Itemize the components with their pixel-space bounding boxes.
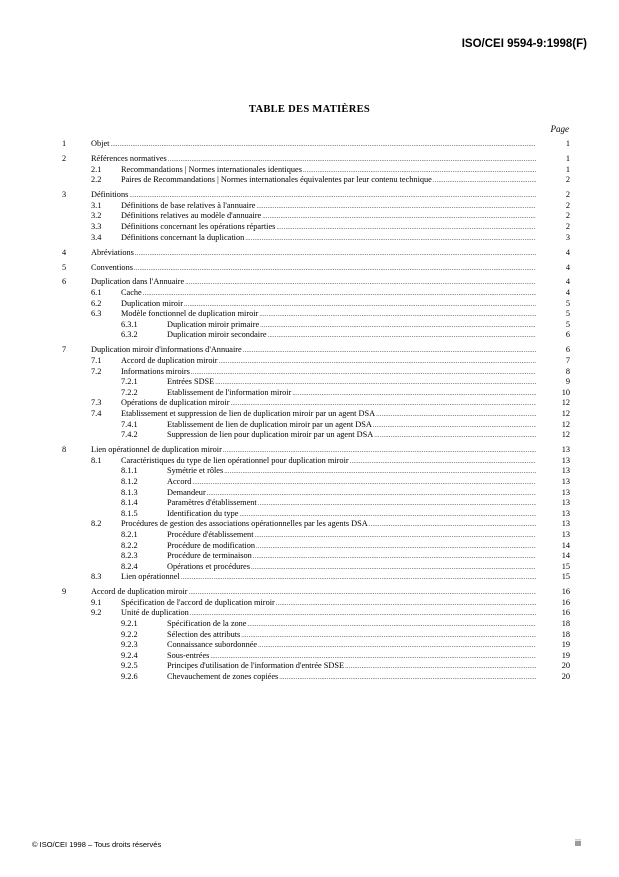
dot-leader	[255, 531, 536, 541]
dot-leader	[110, 140, 536, 150]
toc-entry-title: Suppression de lien pour duplication miroir par un agent DSA	[167, 430, 374, 440]
toc-entry-page: 1	[565, 153, 570, 163]
toc-entry-line	[121, 233, 570, 244]
toc-entry-number: 6.1	[91, 288, 102, 298]
toc-entry-line	[167, 530, 570, 541]
toc-entry[interactable]	[60, 672, 570, 683]
toc-entry-title: Conventions	[91, 262, 133, 272]
toc-entry[interactable]	[60, 165, 570, 176]
toc-entry-page: 2	[565, 221, 570, 231]
dot-leader	[135, 249, 536, 259]
toc-entry-number: 7.4.1	[121, 419, 138, 429]
toc-entry-number: 6	[62, 277, 67, 287]
toc-entry-line	[167, 551, 570, 562]
dot-leader	[369, 520, 536, 530]
toc-entry-title: Accord de duplication miroir	[91, 587, 188, 597]
toc-entry[interactable]	[60, 477, 570, 488]
toc-entry[interactable]	[60, 608, 570, 619]
dot-leader	[129, 191, 536, 201]
toc-entry-page: 12	[561, 398, 570, 408]
toc-entry-number: 8.2.1	[121, 529, 138, 539]
toc-entry-title: Cache	[121, 288, 142, 298]
dot-leader	[256, 542, 536, 552]
toc-entry-page: 20	[561, 672, 570, 682]
toc-entry-line	[167, 377, 570, 388]
toc-entry-page: 13	[561, 487, 570, 497]
toc-entry-title: Paramètres d'établissement	[167, 498, 257, 508]
toc-entry-page: 9	[565, 377, 570, 387]
toc-entry-line	[167, 509, 570, 520]
toc-entry-title: Définitions	[91, 190, 129, 200]
toc-entry[interactable]	[60, 277, 570, 288]
toc-entry-page: 4	[565, 262, 570, 272]
toc-entry-page: 16	[561, 597, 570, 607]
toc-entry-number: 7.1	[91, 356, 102, 366]
toc-entry-title: Duplication miroir d'informations d'Annuaire	[91, 345, 242, 355]
toc-entry[interactable]	[60, 498, 570, 509]
toc-entry-page: 20	[561, 661, 570, 671]
toc-entry-title: Unité de duplication	[121, 608, 189, 618]
dot-leader	[223, 446, 536, 456]
toc-entry[interactable]	[60, 456, 570, 467]
toc-entry-title: Duplication miroir	[121, 298, 183, 308]
toc-entry-number: 9.2.3	[121, 640, 138, 650]
dot-leader	[245, 234, 536, 244]
toc-entry-page: 4	[565, 277, 570, 287]
toc-entry-number: 6.3.1	[121, 319, 138, 329]
toc-entry-line	[121, 299, 570, 310]
toc-entry-line	[121, 519, 570, 530]
toc-title: TABLE DES MATIÈRES	[248, 104, 371, 115]
dot-leader	[210, 652, 536, 662]
toc-entry-number: 6.3.2	[121, 330, 138, 340]
toc-entry[interactable]	[60, 651, 570, 662]
toc-entry-line	[167, 672, 570, 683]
toc-entry-page: 13	[561, 466, 570, 476]
toc-entry-page: 13	[561, 455, 570, 465]
toc-entry-page: 4	[565, 247, 570, 257]
dot-leader	[181, 573, 536, 583]
page-number: iii	[575, 838, 581, 848]
toc-entry-title: Références normatives	[91, 153, 167, 163]
toc-entry-line	[121, 398, 570, 409]
toc-entry-title: Accord de duplication miroir	[121, 356, 218, 366]
toc-entry[interactable]	[60, 630, 570, 641]
toc-entry[interactable]	[60, 377, 570, 388]
toc-entry[interactable]	[60, 288, 570, 299]
toc-entry[interactable]	[60, 190, 570, 201]
dot-leader	[231, 399, 536, 409]
toc-entry-page: 10	[561, 387, 570, 397]
toc-entry-number: 2.1	[91, 164, 102, 174]
toc-entry-title: Sous-entrées	[167, 650, 210, 660]
dot-leader	[258, 499, 536, 509]
toc-entry[interactable]	[60, 409, 570, 420]
toc-entry-title: Paires de Recommandations | Normes internationales équivalentes par leur contenu technique	[121, 175, 432, 185]
toc-entry[interactable]	[60, 562, 570, 573]
toc-entry-page: 13	[561, 529, 570, 539]
dot-leader	[241, 631, 536, 641]
toc-entry-page: 12	[561, 430, 570, 440]
toc-entry-page: 13	[561, 445, 570, 455]
toc-entry[interactable]	[60, 175, 570, 186]
toc-entry-line	[167, 541, 570, 552]
toc-entry[interactable]	[60, 154, 570, 165]
dot-leader	[192, 478, 536, 488]
toc-entry-line	[121, 288, 570, 299]
dot-leader	[253, 552, 536, 562]
toc-entry-number: 3.2	[91, 211, 102, 221]
toc-entry-line	[167, 661, 570, 672]
toc-entry-number: 7.4.2	[121, 430, 138, 440]
dot-leader	[258, 641, 536, 651]
toc-entry[interactable]	[60, 466, 570, 477]
toc-entry[interactable]	[60, 248, 570, 259]
toc-entry-title: Définitions de base relatives à l'annuaire	[121, 200, 256, 210]
toc-entry-page: 16	[561, 608, 570, 618]
toc-entry[interactable]	[60, 330, 570, 341]
toc-entry-title: Opérations de duplication miroir	[121, 398, 230, 408]
toc-entry-title: Objet	[91, 139, 110, 148]
toc-entry-line	[167, 498, 570, 509]
toc-entry[interactable]	[60, 398, 570, 409]
toc-entry-title: Procédure de terminaison	[167, 551, 252, 561]
toc-entry-page: 15	[561, 561, 570, 571]
toc-entry[interactable]	[60, 139, 570, 150]
toc-entry[interactable]	[60, 299, 570, 310]
toc-entry-page: 13	[561, 508, 570, 518]
dot-leader	[268, 331, 536, 341]
toc-entry[interactable]	[60, 551, 570, 562]
toc-entry-page: 18	[561, 629, 570, 639]
toc-entry-line	[91, 248, 570, 259]
dot-leader	[433, 176, 536, 186]
toc-entry[interactable]	[60, 661, 570, 672]
toc-entry-number: 8.1.5	[121, 508, 138, 518]
toc-entry-number: 8	[62, 445, 67, 455]
toc-entry-line	[121, 211, 570, 222]
toc-entry[interactable]	[60, 356, 570, 367]
dot-leader	[190, 609, 536, 619]
toc-entry-line	[167, 640, 570, 651]
toc-entry[interactable]	[60, 619, 570, 630]
toc-entry-number: 3	[62, 190, 67, 200]
toc-entry-number: 9.2.6	[121, 672, 138, 682]
toc-entry-page: 2	[565, 211, 570, 221]
toc-entry-page: 3	[565, 232, 570, 242]
toc-entry-line	[121, 165, 570, 176]
toc-entry-number: 5	[62, 262, 67, 272]
toc-entry-title: Duplication miroir primaire	[167, 319, 260, 329]
dot-leader	[276, 223, 536, 233]
dot-leader	[376, 410, 536, 420]
toc-entry-number: 9.2.2	[121, 629, 138, 639]
toc-entry-title: Opérations et procédures	[167, 561, 250, 571]
toc-entry-number: 8.1	[91, 455, 102, 465]
dot-leader	[345, 662, 536, 672]
toc-entry-number: 9.2.5	[121, 661, 138, 671]
dot-leader	[185, 278, 536, 288]
dot-leader	[374, 431, 536, 441]
toc-entry-number: 8.3	[91, 572, 102, 582]
toc-entry-page: 1	[565, 164, 570, 174]
toc-entry-line	[121, 367, 570, 378]
toc-entry-line	[121, 175, 570, 186]
toc-entry-page: 19	[561, 640, 570, 650]
page-column-label: Page	[550, 124, 569, 134]
toc-entry-number: 1	[62, 139, 67, 148]
toc-entry-title: Lien opérationnel	[121, 572, 180, 582]
dot-leader	[262, 212, 536, 222]
toc-entry[interactable]	[60, 222, 570, 233]
dot-leader	[260, 321, 536, 331]
toc-entry-number: 9.1	[91, 597, 102, 607]
toc-entry-title: Etablissement de l'information miroir	[167, 387, 292, 397]
toc-entry-number: 8.2.3	[121, 551, 138, 561]
dot-leader	[168, 155, 536, 165]
dot-leader	[219, 357, 536, 367]
toc-entry[interactable]	[60, 233, 570, 244]
toc-entry-line	[121, 608, 570, 619]
toc-entry[interactable]	[60, 445, 570, 456]
toc-entry-page: 2	[565, 175, 570, 185]
toc-entry-line	[91, 154, 570, 165]
toc-entry-number: 8.2.4	[121, 561, 138, 571]
toc-entry[interactable]	[60, 430, 570, 441]
toc-entry-title: Abréviations	[91, 247, 134, 257]
toc-entry-title: Spécification de l'accord de duplication miroir	[121, 597, 275, 607]
toc-entry-page: 6	[565, 330, 570, 340]
toc-entry-line	[167, 388, 570, 399]
toc-entry-title: Principes d'utilisation de l'information d'entrée SDSE	[167, 661, 345, 671]
dot-leader	[189, 588, 536, 598]
dot-leader	[279, 673, 536, 683]
toc-entry-title: Lien opérationnel de duplication miroir	[91, 445, 222, 455]
toc-entry-line	[121, 356, 570, 367]
toc-entry-number: 7.3	[91, 398, 102, 408]
toc-entry-page: 16	[561, 587, 570, 597]
toc-entry-title: Accord	[167, 476, 192, 486]
toc-entry-number: 8.2	[91, 519, 102, 529]
toc-entry-title: Informations miroirs	[121, 366, 190, 376]
toc-entry-line	[121, 201, 570, 212]
copyright-notice: © ISO/CEI 1998 – Tous droits réservés	[32, 840, 162, 849]
toc-entry-title: Définitions concernant les opérations réparties	[121, 221, 276, 231]
dot-leader	[207, 489, 536, 499]
toc-entry-line	[167, 630, 570, 641]
toc-entry[interactable]	[60, 420, 570, 431]
dot-leader	[215, 378, 536, 388]
toc-entry-line	[121, 409, 570, 420]
toc-entry-page: 13	[561, 519, 570, 529]
toc-entry-page: 4	[565, 288, 570, 298]
toc-entry-page: 5	[565, 298, 570, 308]
dot-leader	[239, 510, 536, 520]
dot-leader	[350, 457, 536, 467]
toc-entry[interactable]	[60, 509, 570, 520]
toc-entry-line	[167, 430, 570, 441]
toc-entry[interactable]	[60, 598, 570, 609]
toc-entry-line	[167, 477, 570, 488]
toc-entry-title: Modèle fonctionnel de duplication miroir	[121, 309, 259, 319]
toc-entry-title: Etablissement et suppression de lien de duplication miroir par un agent DSA	[121, 409, 376, 418]
toc-entry-line	[91, 445, 570, 456]
toc-entry-page: 7	[565, 356, 570, 366]
dot-leader	[373, 421, 536, 431]
toc-entry-number: 8.1.1	[121, 466, 138, 476]
toc-entry[interactable]	[60, 345, 570, 356]
toc-entry-number: 3.3	[91, 221, 102, 231]
toc-entry-number: 7.2.1	[121, 377, 138, 387]
toc-entry-line	[91, 587, 570, 598]
toc-entry[interactable]	[60, 488, 570, 499]
toc-entry-page: 5	[565, 309, 570, 319]
toc-entry-number: 8.2.2	[121, 540, 138, 550]
toc-entry[interactable]	[60, 388, 570, 399]
toc-entry[interactable]	[60, 640, 570, 651]
toc-entry-page: 8	[565, 366, 570, 376]
toc-entry-number: 6.3	[91, 309, 102, 319]
toc-entry[interactable]	[60, 211, 570, 222]
toc-entry-number: 9.2.1	[121, 619, 138, 629]
toc-entry-number: 9	[62, 587, 67, 597]
toc-entry-page: 12	[561, 419, 570, 429]
dot-leader	[191, 368, 536, 378]
toc-entry-number: 2.2	[91, 175, 102, 185]
toc-entry-page: 15	[561, 572, 570, 582]
toc-entry-number: 7	[62, 345, 67, 355]
dot-leader	[243, 346, 536, 356]
toc-entry[interactable]	[60, 541, 570, 552]
toc-entry-title: Définitions concernant la duplication	[121, 232, 245, 242]
dot-leader	[134, 264, 536, 274]
toc-entry-number: 8.1.4	[121, 498, 138, 508]
toc-entry-page: 14	[561, 540, 570, 550]
toc-entry-title: Identification du type	[167, 508, 239, 518]
dot-leader	[143, 289, 536, 299]
toc-entry-line	[167, 488, 570, 499]
toc-entry-number: 6.2	[91, 298, 102, 308]
toc-entry-title: Demandeur	[167, 487, 206, 497]
toc-entry-line	[91, 263, 570, 274]
toc-entry-line	[167, 619, 570, 630]
toc-entry-line	[167, 562, 570, 573]
toc-entry-title: Recommandations | Normes internationales identiques	[121, 164, 302, 174]
toc-entry-number: 8.1.2	[121, 476, 138, 486]
toc-entry-line	[91, 139, 570, 150]
toc-entry-number: 7.2.2	[121, 387, 138, 397]
toc-entry-number: 2	[62, 153, 67, 163]
toc-entry-page: 18	[561, 619, 570, 629]
toc-entry-title: Procédure de modification	[167, 540, 256, 550]
toc-entry-page: 13	[561, 498, 570, 508]
dot-leader	[256, 202, 536, 212]
toc-entry-number: 8.1.3	[121, 487, 138, 497]
toc-entry[interactable]	[60, 587, 570, 598]
toc-entry-line	[121, 309, 570, 320]
dot-leader	[276, 599, 536, 609]
toc-entry-line	[167, 466, 570, 477]
toc-entry-number: 9.2.4	[121, 650, 138, 660]
toc-entry-page: 19	[561, 650, 570, 660]
toc-entry-line	[121, 572, 570, 583]
toc-entry-line	[167, 330, 570, 341]
toc-entry-page: 5	[565, 319, 570, 329]
toc-entry-page: 6	[565, 345, 570, 355]
dot-leader	[251, 563, 536, 573]
toc-entry-title: Chevauchement de zones copiées	[167, 672, 279, 682]
toc-entry-number: 9.2	[91, 608, 102, 618]
toc-entry-page: 2	[565, 190, 570, 200]
toc-entry-title: Spécification de la zone	[167, 619, 247, 629]
toc-entry[interactable]	[60, 572, 570, 583]
toc-entry-title: Duplication dans l'Annuaire	[91, 277, 185, 287]
toc-entry[interactable]	[60, 320, 570, 331]
toc-entry[interactable]	[60, 263, 570, 274]
toc-entry-title: Procédure d'établissement	[167, 529, 254, 539]
toc-entry-line	[121, 222, 570, 233]
toc-entry[interactable]	[60, 530, 570, 541]
toc-entry-page: 13	[561, 476, 570, 486]
toc-entry-number: 7.4	[91, 409, 102, 418]
toc-entry-title: Duplication miroir secondaire	[167, 330, 267, 340]
toc-entry-title: Symétrie et rôles	[167, 466, 224, 476]
toc-entry-line	[91, 277, 570, 288]
toc-entry[interactable]	[60, 309, 570, 320]
toc-entry-page: 1	[565, 139, 570, 148]
dot-leader	[292, 389, 536, 399]
toc-entry-title: Caractéristiques du type de lien opérationnel pour duplication miroir	[121, 455, 349, 465]
toc-entry-title: Entrées SDSE	[167, 377, 215, 387]
toc-entry-page: 12	[561, 409, 570, 418]
toc-entry-line	[167, 420, 570, 431]
toc-entry-line	[91, 345, 570, 356]
toc-entry-page: 14	[561, 551, 570, 561]
dot-leader	[224, 467, 536, 477]
toc-entry[interactable]	[60, 519, 570, 530]
toc-entry-number: 7.2	[91, 366, 102, 376]
toc-entry-title: Etablissement de lien de duplication miroir par un agent DSA	[167, 419, 372, 429]
dot-leader	[259, 310, 536, 320]
toc-entry-line	[167, 320, 570, 331]
toc-entry-line	[167, 651, 570, 662]
toc-entry-title: Procédures de gestion des associations opérationnelles par les agents DSA	[121, 519, 368, 529]
toc-entry-title: Définitions relatives au modèle d'annuaire	[121, 211, 262, 221]
dot-leader	[184, 300, 536, 310]
toc-entry-line	[121, 456, 570, 467]
toc-entry-line	[121, 598, 570, 609]
dot-leader	[303, 166, 536, 176]
toc-entry[interactable]	[60, 367, 570, 378]
dot-leader	[247, 620, 536, 630]
table-of-contents	[60, 139, 570, 683]
standard-id: ISO/CEI 9594-9:1998(F)	[461, 38, 587, 50]
toc-entry-page: 2	[565, 200, 570, 210]
toc-entry-number: 4	[62, 247, 67, 257]
toc-entry[interactable]	[60, 201, 570, 212]
toc-entry-number: 3.4	[91, 232, 102, 242]
toc-entry-title: Connaissance subordonnée	[167, 640, 258, 650]
toc-entry-line	[91, 190, 570, 201]
toc-entry-number: 3.1	[91, 200, 102, 210]
toc-entry-title: Sélection des attributs	[167, 629, 241, 639]
